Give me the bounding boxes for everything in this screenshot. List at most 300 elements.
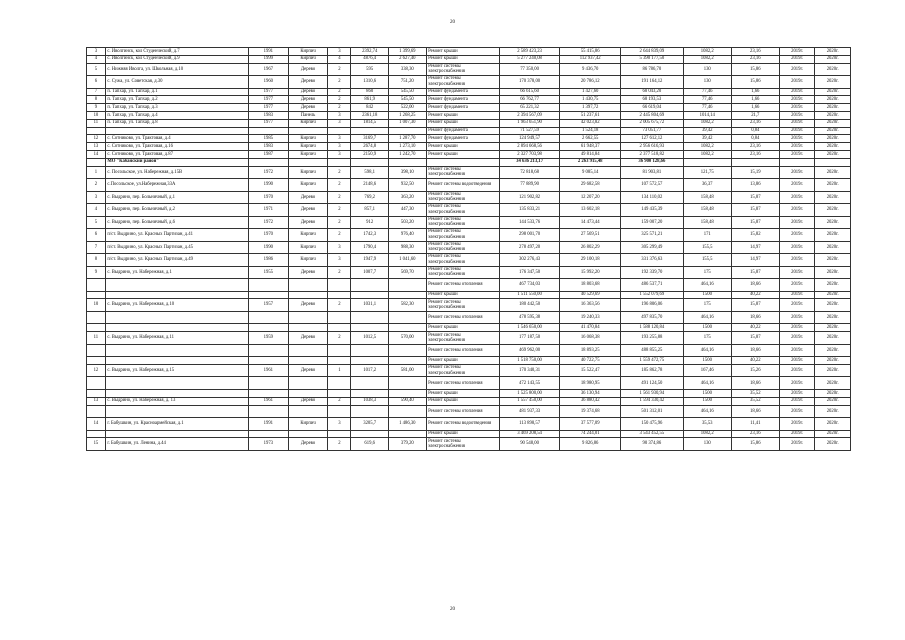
table-cell xyxy=(248,324,288,332)
table-cell: 170 378,00 xyxy=(499,76,560,89)
table-cell xyxy=(328,344,351,357)
table-cell xyxy=(351,377,389,390)
table-cell: Ремонт системы отопления xyxy=(426,377,499,390)
table-cell: 2 xyxy=(328,204,351,217)
table-cell: 2020г. xyxy=(815,389,851,397)
table-cell: 1977 xyxy=(248,96,288,104)
table-cell xyxy=(87,311,106,324)
table-cell: 2 263 915,48 xyxy=(560,158,621,166)
table-cell: 598,1 xyxy=(351,166,389,179)
table-cell: 2019г. xyxy=(779,135,815,143)
table-cell: 5 xyxy=(87,63,106,76)
table-cell: 4 xyxy=(87,55,106,63)
table-cell: Ремонт крыши xyxy=(426,111,499,119)
table-cell: 135 833,21 xyxy=(499,204,560,217)
table-cell: 2 627,40 xyxy=(389,55,427,63)
table-cell xyxy=(351,430,389,438)
table-cell: п. Тапхар, ул. Тапхар, д.4 xyxy=(105,111,248,119)
table-cell: с. Иволгинск, кол Студенческий, д.7 xyxy=(105,48,248,56)
table-cell: 8 xyxy=(87,96,106,104)
table-cell: 130 xyxy=(683,76,731,89)
table-cell: Ремонт системы электроснабжения xyxy=(426,216,499,229)
table-cell: 2019г. xyxy=(779,254,815,267)
table-cell: 14 473,44 xyxy=(560,216,621,229)
table-cell: 167,46 xyxy=(683,364,731,377)
table-cell: 15,86 xyxy=(731,63,779,76)
table-cell: 15,87 xyxy=(731,204,779,217)
table-cell: 842 xyxy=(351,104,389,112)
table-cell: с. Сотниково, ул. Трактовая, д.87 xyxy=(105,150,248,158)
table-cell: Дерево xyxy=(288,216,328,229)
table-cell: 769,2 xyxy=(351,191,389,204)
table-cell: 29 100,18 xyxy=(560,254,621,267)
table-row xyxy=(87,279,851,292)
table-cell: 2020г. xyxy=(815,266,851,279)
table-cell: 2 644 839,09 xyxy=(621,48,684,56)
table-cell: 501 312,01 xyxy=(621,405,684,418)
table-cell: 2020г. xyxy=(815,191,851,204)
table-cell: 1977 xyxy=(248,119,288,127)
table-cell: 503,20 xyxy=(389,216,427,229)
table-cell: 68 193,53 xyxy=(621,96,684,104)
table-cell: 861,9 xyxy=(351,96,389,104)
table-cell xyxy=(683,158,731,166)
table-cell: 2020г. xyxy=(815,430,851,438)
table-cell: 77,46 xyxy=(683,96,731,104)
table-cell: 2019г. xyxy=(779,229,815,242)
table-cell: 1500 xyxy=(683,397,731,405)
table-cell xyxy=(105,344,248,357)
table-cell xyxy=(328,405,351,418)
table-cell: 2019г. xyxy=(779,150,815,158)
table-cell: 2 xyxy=(328,63,351,76)
table-cell: 912 xyxy=(351,216,389,229)
table-cell: 2 445 804,69 xyxy=(621,111,684,119)
table-cell xyxy=(351,291,389,299)
table-cell: 1961 xyxy=(248,397,288,405)
table-cell: 1031,1 xyxy=(351,299,389,312)
table-cell xyxy=(248,158,288,166)
table-cell: 2020г. xyxy=(815,397,851,405)
table-cell xyxy=(105,430,248,438)
table-cell: 16 068,38 xyxy=(560,332,621,345)
table-cell: п. Тапхар, ул. Тапхар, д.1 xyxy=(105,88,248,96)
table-cell: 1972 xyxy=(248,216,288,229)
table-cell xyxy=(328,311,351,324)
table-cell: 13,86 xyxy=(731,179,779,192)
table-cell: 18,66 xyxy=(731,344,779,357)
table-cell: 486 537,71 xyxy=(621,279,684,292)
table-cell: 2 xyxy=(328,266,351,279)
table-cell: 1082,2 xyxy=(683,119,731,127)
table-cell xyxy=(105,291,248,299)
table-cell: 2020г. xyxy=(815,135,851,143)
table-cell: 2019г. xyxy=(779,241,815,254)
table-cell: 127 612,12 xyxy=(621,135,684,143)
table-cell: 2019г. xyxy=(779,324,815,332)
table-cell: 1957 xyxy=(248,299,288,312)
table-cell: 61 948,37 xyxy=(560,143,621,151)
table-cell: 1985 xyxy=(248,135,288,143)
table-cell: Ремонт крыши xyxy=(426,397,499,405)
table-cell: п. Тапхар, ул. Тапхар, д.8 xyxy=(105,119,248,127)
table-cell: 155,5 xyxy=(683,241,731,254)
table-cell: 3 xyxy=(328,150,351,158)
table-cell xyxy=(248,127,288,135)
table-cell: 15,87 xyxy=(731,299,779,312)
table-cell: Дерево xyxy=(288,63,328,76)
table-cell: 149 435,39 xyxy=(621,204,684,217)
table-cell: 1 561 930,94 xyxy=(621,389,684,397)
table-cell: 2020г. xyxy=(815,438,851,451)
table-cell: 2019г. xyxy=(779,104,815,112)
table-row xyxy=(87,166,851,179)
table-cell: 121 902,82 xyxy=(499,191,560,204)
table-cell: 1007,7 xyxy=(351,266,389,279)
table-cell: 398,10 xyxy=(389,166,427,179)
table-row xyxy=(87,254,851,267)
table-cell: с. Иволгинск, кол Студенческий, д.9 xyxy=(105,55,248,63)
table-cell: 3 543 452,55 xyxy=(621,430,684,438)
table-cell: 2 xyxy=(328,299,351,312)
table-cell: 77,46 xyxy=(683,88,731,96)
table-cell xyxy=(288,127,328,135)
table-cell: 1,66 xyxy=(731,96,779,104)
table-cell: 3 xyxy=(328,111,351,119)
table-row xyxy=(87,63,851,76)
table-cell: 2019г. xyxy=(779,344,815,357)
table-cell: 1 427,60 xyxy=(560,88,621,96)
table-cell: Ремонт системы электроснабжения xyxy=(426,204,499,217)
table-cell: 1983 xyxy=(248,111,288,119)
table-cell: 2020г. xyxy=(815,204,851,217)
table-cell: 1 287,70 xyxy=(389,135,427,143)
table-cell: 522,00 xyxy=(389,104,427,112)
table-cell: с. Выдрино, пер. Больничный, д.6 xyxy=(105,216,248,229)
table-cell: Кирпич xyxy=(288,48,328,56)
table-cell: 2019г. xyxy=(779,311,815,324)
table-cell: 2020г. xyxy=(815,166,851,179)
table-cell: Ремонт системы электроснабжения xyxy=(426,166,499,179)
table-cell: 331 376,63 xyxy=(621,254,684,267)
table-cell: 1014,14 xyxy=(683,111,731,119)
table-cell: Ремонт системы электроснабжения xyxy=(426,364,499,377)
table-cell: 3 xyxy=(328,418,351,431)
table-cell: 2019г. xyxy=(779,397,815,405)
table-cell: Ремонт фундамента xyxy=(426,135,499,143)
table-cell: 40,22 xyxy=(731,357,779,365)
table-cell xyxy=(779,158,815,166)
table-cell: 3 xyxy=(328,48,351,56)
table-cell: 66 615,60 xyxy=(499,88,560,96)
table-cell: 545,50 xyxy=(389,88,427,96)
table-cell: 1 518 750,00 xyxy=(499,357,560,365)
table-cell: 298 001,70 xyxy=(499,229,560,242)
table-cell: 581,00 xyxy=(389,364,427,377)
table-cell: 2020г. xyxy=(815,332,851,345)
table-cell: с. Выдрино, пер. Больничный, д.2 xyxy=(105,204,248,217)
table-cell: с. Выдрино, ул. Набережная, д.10 xyxy=(105,299,248,312)
table-cell: 478 595,38 xyxy=(499,311,560,324)
table-cell: 988,30 xyxy=(389,241,427,254)
table-cell: 2 xyxy=(328,104,351,112)
table-row xyxy=(87,104,851,112)
table-cell: 2020г. xyxy=(815,216,851,229)
table-cell: 51 237,61 xyxy=(560,111,621,119)
table-cell: Ремонт фундамента xyxy=(426,88,499,96)
table-cell: 74 244,01 xyxy=(560,430,621,438)
table-cell: 180 442,50 xyxy=(499,299,560,312)
table-cell: 12 xyxy=(87,135,106,143)
table-cell: 6 xyxy=(87,229,106,242)
table-cell: Ремонт системы электроснабжения xyxy=(426,229,499,242)
page-number-bottom: 20 xyxy=(450,607,455,612)
table-cell: Ремонт системы отопления xyxy=(426,405,499,418)
table-row xyxy=(87,135,851,143)
table-cell: Ремонт системы электроснабжения xyxy=(426,266,499,279)
table-cell: 15,26 xyxy=(731,364,779,377)
table-cell: 2020г. xyxy=(815,104,851,112)
table-cell: Ремонт крыши xyxy=(426,48,499,56)
table-cell: 18 980,95 xyxy=(560,377,621,390)
table-cell: Ремонт системы электроснабжения xyxy=(426,254,499,267)
table-cell: 1 594 330,42 xyxy=(621,397,684,405)
table-cell: 2019г. xyxy=(779,119,815,127)
table-cell: 2 xyxy=(328,229,351,242)
table-cell xyxy=(87,430,106,438)
table-cell: 1999 xyxy=(248,55,288,63)
table-cell: 2020г. xyxy=(815,418,851,431)
table-cell: 2020г. xyxy=(815,299,851,312)
table-cell: 192 339,70 xyxy=(621,266,684,279)
table-row xyxy=(87,150,851,158)
table-cell: 15,87 xyxy=(731,191,779,204)
table-cell xyxy=(87,405,106,418)
table-cell: 35,52 xyxy=(731,389,779,397)
table-cell: 2 394 567,09 xyxy=(499,111,560,119)
table-cell: 34 636 213,17 xyxy=(499,158,560,166)
table-cell xyxy=(87,357,106,365)
table-cell: 12 xyxy=(87,364,106,377)
table-cell: 2020г. xyxy=(815,364,851,377)
table-cell: Кирпич xyxy=(288,229,328,242)
table-cell: Кирпич xyxy=(288,418,328,431)
table-cell: 2019г. xyxy=(779,299,815,312)
table-row xyxy=(87,76,851,89)
table-cell: 9 xyxy=(87,266,106,279)
table-cell: Ремонт системы электроснабжения xyxy=(426,299,499,312)
table-cell: 21,7 xyxy=(731,111,779,119)
table-cell: 23,16 xyxy=(731,55,779,63)
table-cell: 2674,8 xyxy=(351,143,389,151)
table-cell: Ремонт системы отопления xyxy=(426,279,499,292)
table-cell: 2020г. xyxy=(815,279,851,292)
table-cell: с. Посольское, ул. Набережная, д.15В xyxy=(105,166,248,179)
table-cell xyxy=(389,311,427,324)
table-cell: 14 xyxy=(87,418,106,431)
table-cell xyxy=(328,158,351,166)
table-cell: 2020г. xyxy=(815,241,851,254)
table-cell: 2019г. xyxy=(779,88,815,96)
table-cell: Ремонт системы электроснабжения xyxy=(426,76,499,89)
table-cell: г. Бабушкин, ул. Красноармейская, д.1 xyxy=(105,418,248,431)
table-cell: 1977 xyxy=(248,88,288,96)
table-cell xyxy=(389,158,427,166)
table-cell xyxy=(105,357,248,365)
table-cell: 2150,9 xyxy=(351,150,389,158)
table-cell: 2019г. xyxy=(779,48,815,56)
table-cell: 1970 xyxy=(248,191,288,204)
table-cell: Ремонт крыши xyxy=(426,143,499,151)
table-cell: 1082,2 xyxy=(683,150,731,158)
table-cell: 10 xyxy=(87,299,106,312)
table-row xyxy=(87,88,851,96)
table-cell: 5 390 177,50 xyxy=(621,55,684,63)
table-cell: 1967 xyxy=(248,63,288,76)
table-cell: 3 xyxy=(328,241,351,254)
table-cell: 2 xyxy=(328,191,351,204)
table-cell xyxy=(351,324,389,332)
table-cell xyxy=(288,291,328,299)
table-row xyxy=(87,48,851,56)
table-cell: 2 xyxy=(328,216,351,229)
table-cell: Панель xyxy=(288,111,328,119)
table-cell: 488 855,25 xyxy=(621,344,684,357)
table-cell: 2 xyxy=(87,179,106,192)
table-cell xyxy=(351,389,389,397)
table-cell: 15,87 xyxy=(731,266,779,279)
table-cell: 15 992,20 xyxy=(560,266,621,279)
table-row xyxy=(87,229,851,242)
table-cell: 18 803,68 xyxy=(560,279,621,292)
table-cell: 2020г. xyxy=(815,76,851,89)
table-cell xyxy=(328,291,351,299)
table-cell: Ремонт крыши xyxy=(426,150,499,158)
table-cell xyxy=(328,430,351,438)
table-cell: п/ст. Выдрино, ул. Красных Партизан, д.45 xyxy=(105,241,248,254)
table-cell xyxy=(87,158,106,166)
table-cell: 1500 xyxy=(683,324,731,332)
table-cell: 20 786,12 xyxy=(560,76,621,89)
table-cell: 13 xyxy=(87,397,106,405)
table-cell: Ремонт системы отопления xyxy=(426,311,499,324)
table-cell: 10 xyxy=(87,111,106,119)
table-cell: 1 242,70 xyxy=(389,150,427,158)
table-cell xyxy=(87,279,106,292)
table-cell xyxy=(351,158,389,166)
table-cell: 2020г. xyxy=(815,150,851,158)
repair-register-table xyxy=(86,47,851,451)
table-cell: 36 900 128,66 xyxy=(621,158,684,166)
table-cell xyxy=(389,279,427,292)
table-cell: 472 143,55 xyxy=(499,377,560,390)
table-cell: 1 546 650,00 xyxy=(499,324,560,332)
table-cell: 3 469 208,54 xyxy=(499,430,560,438)
table-cell xyxy=(105,377,248,390)
table-cell xyxy=(248,344,288,357)
table-cell: Дерево xyxy=(288,438,328,451)
table-cell: 1310,6 xyxy=(351,76,389,89)
table-cell: 2 xyxy=(328,166,351,179)
table-cell: Ремонт системы водоотведения xyxy=(426,418,499,431)
table-cell: 2020г. xyxy=(815,55,851,63)
table-cell: 491 124,50 xyxy=(621,377,684,390)
table-cell: 18,66 xyxy=(731,311,779,324)
table-cell: 1986 xyxy=(248,254,288,267)
table-row xyxy=(87,241,851,254)
table-cell: 2 956 616,93 xyxy=(621,143,684,151)
table-cell xyxy=(288,357,328,365)
table-cell: 1 559 472,75 xyxy=(621,357,684,365)
table-cell: 1973 xyxy=(248,438,288,451)
table-cell xyxy=(248,311,288,324)
table-cell: Ремонт фундамента xyxy=(426,127,499,135)
table-cell: 107 572,57 xyxy=(621,179,684,192)
page-number-top: 20 xyxy=(450,20,455,25)
table-cell: 2148,6 xyxy=(351,179,389,192)
table-cell: 447,30 xyxy=(389,204,427,217)
table-cell: 1990 xyxy=(248,241,288,254)
table-cell: 2019г. xyxy=(779,76,815,89)
table-cell: 570,00 xyxy=(389,332,427,345)
table-cell: 196 806,06 xyxy=(621,299,684,312)
table-cell: 1082,2 xyxy=(683,48,731,56)
table-cell xyxy=(351,344,389,357)
table-cell: 9 xyxy=(87,104,106,112)
table-cell: 325 571,21 xyxy=(621,229,684,242)
table-cell: Ремонт крыши xyxy=(426,389,499,397)
table-cell: 23,16 xyxy=(731,119,779,127)
table-cell: 3 xyxy=(328,254,351,267)
table-cell: 857,1 xyxy=(351,204,389,217)
table-cell: 14,97 xyxy=(731,254,779,267)
table-cell: 2020г. xyxy=(815,127,851,135)
table-cell: 2020г. xyxy=(815,96,851,104)
table-cell: 1 588 120,84 xyxy=(621,324,684,332)
table-cell: 1961 xyxy=(248,364,288,377)
table-cell: 590,40 xyxy=(389,397,427,405)
table-cell: 1977 xyxy=(248,104,288,112)
table-cell: 55 415,86 xyxy=(560,48,621,56)
table-cell: 175 xyxy=(683,332,731,345)
table-cell xyxy=(288,377,328,390)
table-cell: с. Выдрино, ул. Набережная, д.1 xyxy=(105,266,248,279)
table-cell xyxy=(248,279,288,292)
table-cell xyxy=(351,127,389,135)
table-row xyxy=(87,377,851,390)
table-cell: 2 xyxy=(328,438,351,451)
table-cell: 29 682,58 xyxy=(560,179,621,192)
table-cell: 2019г. xyxy=(779,204,815,217)
table-cell: 158,48 xyxy=(683,204,731,217)
table-cell: 144 533,76 xyxy=(499,216,560,229)
table-row xyxy=(87,96,851,104)
table-row xyxy=(87,55,851,63)
table-cell: 3 xyxy=(87,191,106,204)
table-cell: 72 818,68 xyxy=(499,166,560,179)
table-cell xyxy=(105,405,248,418)
table-cell: 1 xyxy=(328,364,351,377)
table-cell xyxy=(328,377,351,390)
table-cell xyxy=(105,279,248,292)
table-cell: 155,5 xyxy=(683,254,731,267)
table-cell: 2020г. xyxy=(815,48,851,56)
table-cell: 1 430,75 xyxy=(560,96,621,104)
table-cell: 77 889,90 xyxy=(499,179,560,192)
table-cell: Кирпич xyxy=(288,135,328,143)
table-cell: 2020г. xyxy=(815,291,851,299)
table-cell: 2020г. xyxy=(815,63,851,76)
